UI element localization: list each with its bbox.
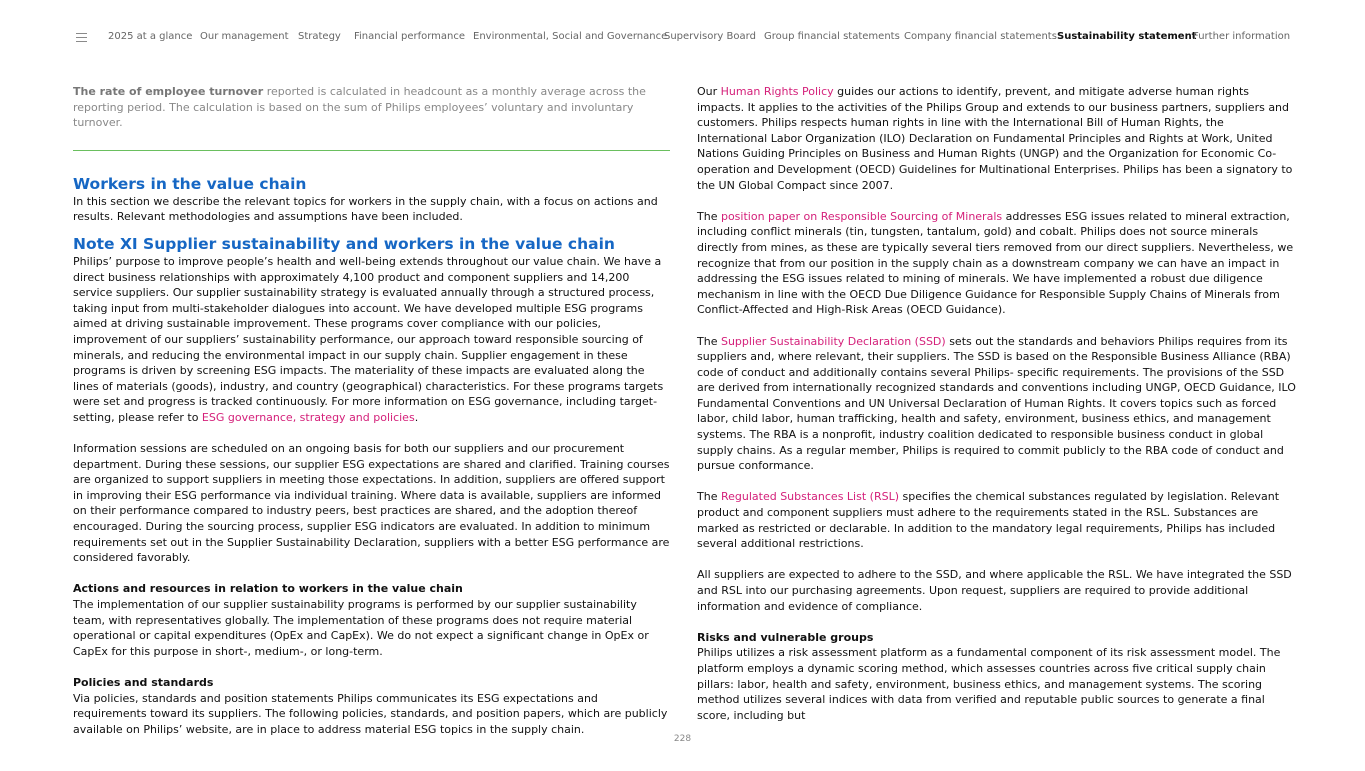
human-rights-paragraph [697, 84, 1297, 193]
risks-paragraph: Philips utilizes a risk assessment platform as a fundamental component of its risk assessment model. The platform employs a dynamic scoring method, which assesses countries across five critical supply chain pillars: labor, health and safety, environment, business ethics, and management systems. The scoring method utilizes several indices with data from verified and reputable public sources to generate a final score, including but [697, 646, 1281, 722]
esg-governance-link[interactable]: ESG governance, strategy and policies [201, 410, 415, 424]
note-end: . [414, 410, 419, 424]
page-number: 228 [673, 734, 692, 744]
turnover-term: The rate of employee turnover [73, 85, 264, 98]
rsl-paragraph [697, 489, 1297, 551]
nav-item-further-information[interactable]: Further information [1193, 31, 1291, 42]
nav-item-group-financial-statements[interactable]: Group financial statements [764, 31, 900, 42]
actions-heading: Actions and resources in relation to workers in the value chain [73, 582, 463, 596]
nav-item-our-management[interactable]: Our management [200, 31, 289, 42]
note-heading: Note XI Supplier sustainability and workers in the value chain [73, 234, 615, 253]
rsl-pre: The [697, 490, 721, 504]
risks-heading: Risks and vulnerable groups [697, 630, 874, 644]
suppliers-compliance-paragraph: All suppliers are expected to adhere to the SSD, and where applicable the RSL. We have integrated the SSD and RSL into our purchasing agreements. Upon request, suppliers are required to provide additional information and evidence of compliance. [697, 568, 1292, 613]
nav-item-at-a-glance[interactable]: 2025 at a glance [108, 31, 193, 42]
nav-item-financial-performance[interactable]: Financial performance [354, 31, 466, 42]
ssd-link[interactable]: Supplier Sustainability Declaration (SSD) [720, 334, 946, 348]
section-divider [73, 150, 670, 151]
ssd-pre: The [697, 334, 721, 348]
nav-item-strategy[interactable]: Strategy [298, 31, 341, 42]
workers-heading: Workers in the value chain [73, 174, 307, 193]
info-sessions-paragraph: Information sessions are scheduled on an ongoing basis for both our suppliers and our procurement department. During these sessions, our supplier ESG expectations are shared and clarified. Training courses are organized to support suppliers in meeting those expectations. In addition, suppliers are offered support in improving their ESG performance via individual training. Where data is available, suppliers are informed on their performance compared to industry peers, best practices are shared, and the adoption thereof encouraged. During the sourcing process, supplier ESG indicators are evaluated. In addition to minimum requirements set out in the Supplier Sustainability Declaration, suppliers with a better ESG performance are considered favorably. [73, 442, 670, 565]
right-column [697, 84, 1297, 723]
rsl-link[interactable]: Regulated Substances List (RSL) [720, 490, 899, 504]
minerals-position-paper-link[interactable]: position paper on Responsible Sourcing of Minerals [720, 209, 1003, 223]
minerals-pre: The [697, 209, 721, 223]
nav-item-company-financial-statements[interactable]: Company financial statements [904, 31, 1057, 42]
ssd-paragraph [697, 334, 1297, 474]
left-column [73, 84, 670, 737]
top-navigation [0, 0, 1365, 74]
turnover-definition-text: reported is calculated in headcount as a monthly average across the reporting period. The calculation is based on the sum of Philips employees’ voluntary and involuntary turnover. [73, 85, 646, 130]
policies-paragraph: Via policies, standards and position statements Philips communicates its ESG expectations and requirements toward its suppliers. The following policies, standards, and position papers, which are publicly available on Philips’ website, are in place to address material ESG topics in the supply chain. [73, 691, 668, 736]
nav-item-supervisory-board[interactable]: Supervisory Board [664, 31, 756, 42]
human-rights-policy-link[interactable]: Human Rights Policy [720, 85, 834, 98]
minerals-paragraph [697, 209, 1297, 318]
actions-paragraph: The implementation of our supplier sustainability programs is performed by our supplier sustainability team, with representatives globally. The implementation of these programs does not require material operational or capital expenditures (OpEx and CapEx). We do not expect a significant change in OpEx or CapEx for this purpose in short-, medium-, or long-term. [73, 598, 649, 658]
hamburger-menu-icon[interactable] [76, 33, 87, 42]
minerals-text: addresses ESG issues related to mineral extraction, including conflict minerals (tin, tungsten, tantalum, gold) and cobalt. Philips does not source minerals directly from mines, as these are typically several tiers removed from our direct suppliers. Nevertheless, we recognize that from our position in the supply chain as a downstream company we can have an impact in addressing the ESG issues related to mining of minerals. We have implemented a robust due diligence mechanism in line with the OECD Due Diligence Guidance for Responsible Supply Chains of Minerals from Conflict-Affected and High-Risk Areas (OECD Guidance). [697, 209, 1294, 317]
human-rights-text: guides our actions to identify, prevent, and mitigate adverse human rights impacts. It applies to the activities of the Philips Group and extends to our business partners, suppliers and customers. Philips respects human rights in line with the International Bill of Human Rights, the International Labor Organization (ILO) Declaration on Fundamental Principles and Rights at Work, United Nations Guiding Principles on Business and Human Rights (UNGP) and the Organization for Economic Co-operation and Development (OECD) Guidelines for Multinational Enterprises. Philips has been a signatory to the UN Global Compact since 2007. [697, 85, 1293, 192]
nav-item-sustainability-statement[interactable]: Sustainability statement [1057, 31, 1197, 42]
rsl-text: specifies the chemical substances regulated by legislation. Relevant product and component suppliers must adhere to the requirements stated in the RSL. Substances are marked as restricted or declarable. In addition to the mandatory legal requirements, Philips has included several additional restrictions. [697, 490, 1280, 551]
human-rights-pre: Our [697, 85, 721, 98]
nav-item-esg[interactable]: Environmental, Social and Governance [473, 31, 668, 42]
policies-heading: Policies and standards [73, 676, 214, 689]
note-paragraph [73, 254, 670, 426]
workers-intro: In this section we describe the relevant topics for workers in the supply chain, with a focus on actions and results. Relevant methodologies and assumptions have been included. [73, 194, 658, 224]
turnover-definition [73, 84, 670, 131]
ssd-text: sets out the standards and behaviors Philips requires from its suppliers and, where relevant, their suppliers. The SSD is based on the Responsible Business Alliance (RBA) code of conduct and additionally contains several Philips- specific requirements. The provisions of the SSD are derived from internationally recognized standards and conventions including UNGP, OECD Guidance, ILO Fundamental Conventions and UN Universal Declaration of Human Rights. It covers topics such as forced labor, child labor, human trafficking, health and safety, environment, business ethics, and management systems. The RBA is a nonprofit, industry coalition dedicated to responsible business conduct in global supply chains. As a regular member, Philips is required to commit publicly to the RBA code of conduct and pursue conformance. [697, 334, 1296, 473]
note-text: Philips’ purpose to improve people’s health and well-being extends throughout our value chain. We have a direct business relationships with approximately 4,100 product and component suppliers and 14,200 service suppliers. Our supplier sustainability strategy is evaluated annually through a structured process, taking input from multi-stakeholder dialogues into account. We have developed multiple ESG programs aimed at driving sustainable improvement. These programs cover compliance with our policies, improvement of our suppliers’ sustainability performance, our approach toward responsible sourcing of minerals, and reducing the environmental impact in our supply chain. Supplier engagement in these programs is driven by screening ESG impacts. The materiality of these impacts are evaluated along the lines of materials (goods), industry, and country (geographical) characteristics. For these programs targets were set and progress is tracked continuously. For more information on ESG governance, including target-setting, please refer to [73, 254, 664, 424]
